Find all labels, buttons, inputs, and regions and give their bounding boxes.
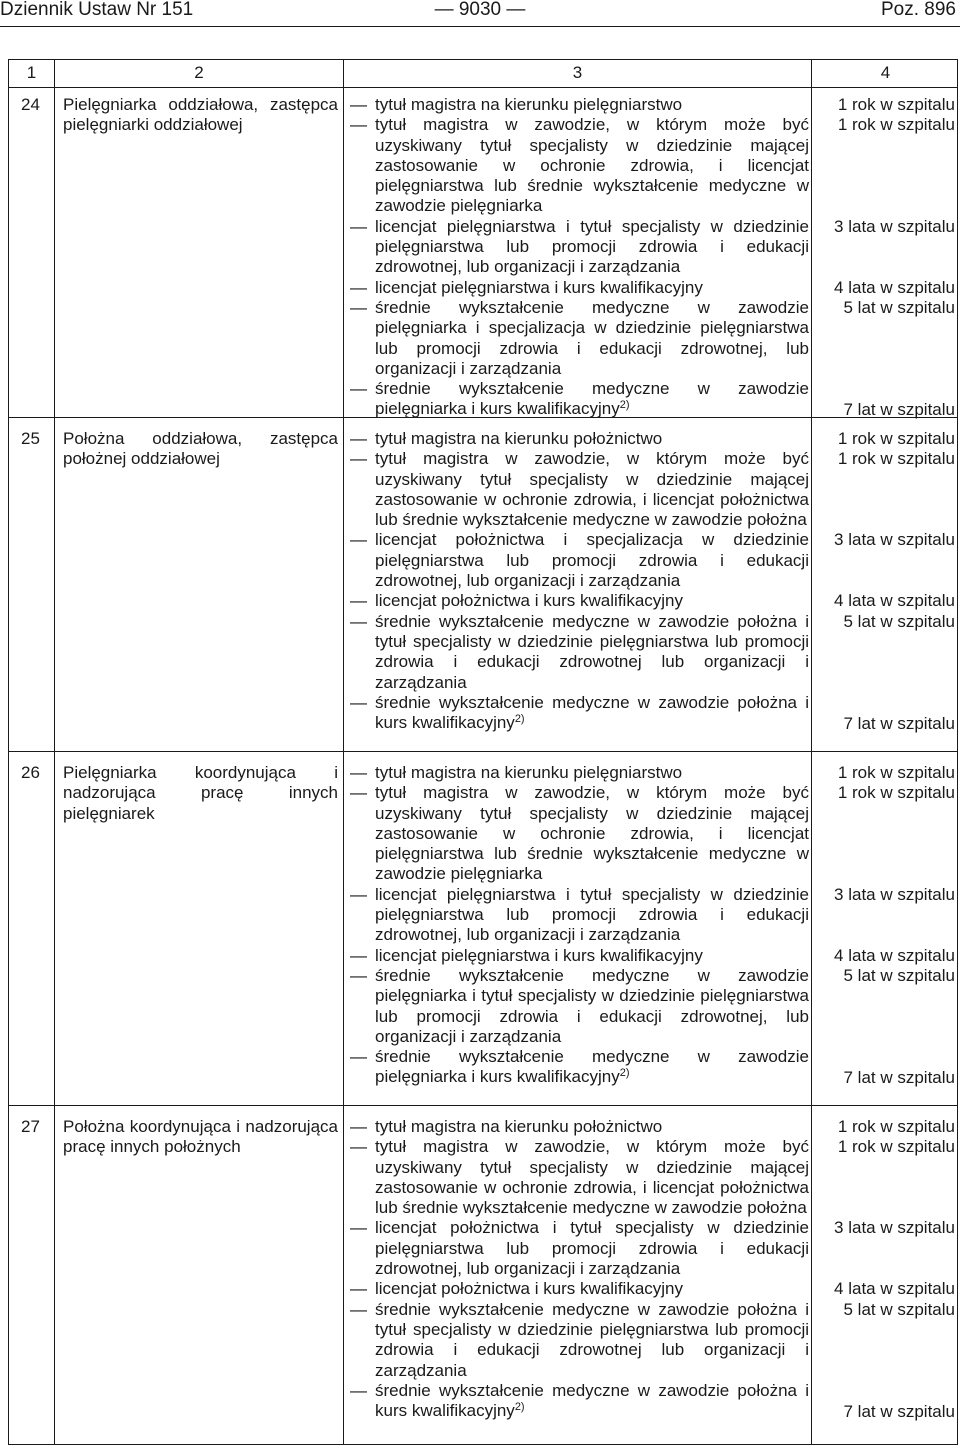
- experience-requirement: 7 lat w szpitalu: [843, 713, 955, 733]
- requirement-item: [348, 1218, 809, 1279]
- experience-requirement: 1 rok w szpitalu: [837, 95, 955, 114]
- requirement-item: [348, 379, 809, 420]
- experience-requirement: 4 lata w szpitalu: [834, 1279, 955, 1298]
- requirement-text: tytuł magistra w zawodzie, w którym może być uzyskiwany tytuł specjalisty w dziedzinie mającej zastosowanie w ochronie zdrowia, i licencjat położnictwa lub średnie wykształcenie medyczne w zawodzie położna: [375, 449, 809, 530]
- requirement-item: [348, 429, 809, 449]
- requirement-item: [348, 1137, 809, 1218]
- dash-bullet-icon: [350, 429, 367, 449]
- requirement-item: [348, 885, 809, 946]
- requirement-item: [348, 783, 809, 884]
- requirement-item: [348, 298, 809, 379]
- requirement-item: [348, 278, 809, 298]
- experience-requirement: 7 lat w szpitalu: [843, 399, 955, 419]
- experience-requirement: 5 lat w szpitalu: [843, 612, 955, 631]
- dash-bullet-icon: [350, 693, 367, 713]
- dash-bullet-icon: [350, 379, 367, 399]
- position-title: Położna koordynująca i nadzorująca pracę innych położnych: [63, 1117, 338, 1157]
- requirements-list: [348, 1117, 809, 1421]
- experience-requirement: 3 lata w szpitalu: [834, 530, 955, 549]
- experience-requirement: 1 rok w szpitalu: [837, 763, 955, 782]
- requirement-text: licencjat położnictwa i tytuł specjalisty w dziedzinie pielęgniarstwa lub promocji zdrowia i edukacji zdrowotnej, lub organizacji i zarządzania: [375, 1218, 809, 1279]
- requirement-text: średnie wykształcenie medyczne w zawodzie położna i tytuł specjalisty w dziedzinie pielęgniarstwa lub promocji zdrowia i edukacji zdrowotnej lub organizacji i zarządzania: [375, 611, 809, 692]
- column-divider: [343, 60, 344, 1444]
- position-title: Położna oddziałowa, zastępca położnej oddziałowej: [63, 429, 338, 469]
- dash-bullet-icon: [350, 278, 367, 298]
- requirement-item: [348, 966, 809, 1047]
- column-header-position: 2: [194, 63, 204, 82]
- dash-bullet-icon: [350, 1300, 367, 1320]
- requirement-item: [348, 217, 809, 278]
- row-number: 26: [21, 763, 40, 782]
- row-number: 25: [21, 429, 40, 448]
- experience-requirement: 3 lata w szpitalu: [834, 885, 955, 904]
- journal-title: Dziennik Ustaw Nr 151: [0, 0, 194, 20]
- requirements-list: [348, 95, 809, 420]
- dash-bullet-icon: [350, 1047, 367, 1067]
- requirement-item: [348, 1381, 809, 1422]
- dash-bullet-icon: [350, 1218, 367, 1238]
- dash-bullet-icon: [350, 966, 367, 986]
- experience-requirement: 3 lata w szpitalu: [834, 217, 955, 236]
- dash-bullet-icon: [350, 1279, 367, 1299]
- dash-bullet-icon: [350, 449, 367, 469]
- column-header-requirements: 3: [572, 63, 583, 82]
- dash-bullet-icon: [350, 95, 367, 115]
- experience-requirement: 3 lata w szpitalu: [834, 1218, 955, 1237]
- experience-requirement: 1 rok w szpitalu: [837, 429, 955, 448]
- experience-requirement: 5 lat w szpitalu: [843, 298, 955, 317]
- experience-requirement: 5 lat w szpitalu: [843, 966, 955, 985]
- column-divider: [54, 60, 55, 1444]
- dash-bullet-icon: [350, 1381, 367, 1401]
- requirement-text: tytuł magistra na kierunku położnictwo: [375, 1117, 663, 1136]
- requirement-text: średnie wykształcenie medyczne w zawodzie pielęgniarka i kurs kwalifikacyjny: [375, 1047, 809, 1087]
- experience-requirement: 7 lat w szpitalu: [843, 1401, 955, 1421]
- requirement-text: tytuł magistra na kierunku pielęgniarstwo: [375, 95, 683, 114]
- requirement-item: [348, 449, 809, 530]
- requirement-text: licencjat położnictwa i specjalizacja w dziedzinie pielęgniarstwa lub promocji zdrowia i edukacji zdrowotnej, lub organizacji i zarządzania: [375, 530, 809, 591]
- requirement-text: średnie wykształcenie medyczne w zawodzie położna i kurs kwalifikacyjny: [375, 1380, 809, 1421]
- dash-bullet-icon: [350, 1117, 367, 1137]
- row-number: 24: [21, 95, 40, 114]
- requirement-text: licencjat pielęgniarstwa i tytuł specjalisty w dziedzinie pielęgniarstwa lub promocji zdrowia i edukacji zdrowotnej, lub organizacji i zarządzania: [375, 216, 809, 277]
- dash-bullet-icon: [350, 217, 367, 237]
- requirement-item: [348, 1047, 809, 1088]
- dash-bullet-icon: [350, 612, 367, 632]
- requirement-item: [348, 115, 809, 216]
- dash-bullet-icon: [350, 946, 367, 966]
- footnote-marker: 2): [514, 713, 525, 726]
- requirement-item: [348, 591, 809, 611]
- experience-requirement: 1 rok w szpitalu: [837, 1137, 955, 1156]
- experience-requirement: 1 rok w szpitalu: [837, 783, 955, 802]
- requirement-text: tytuł magistra w zawodzie, w którym może być uzyskiwany tytuł specjalisty w dziedzinie mającej zastosowanie w ochronie zdrowia, i licencjat pielęgniarstwa lub średnie wykształcenie medyczne w zawodzie pielęgniarka: [375, 783, 809, 884]
- dash-bullet-icon: [350, 885, 367, 905]
- dash-bullet-icon: [350, 763, 367, 783]
- position-title: Pielęgniarka oddziałowa, zastępca pielęgniarki oddziałowej: [63, 95, 338, 135]
- experience-requirement: 1 rok w szpitalu: [837, 1117, 955, 1136]
- requirement-text: licencjat pielęgniarstwa i kurs kwalifikacyjny: [375, 945, 703, 965]
- requirement-text: tytuł magistra na kierunku pielęgniarstwo: [375, 763, 683, 782]
- experience-requirement: 4 lata w szpitalu: [834, 946, 955, 965]
- dash-bullet-icon: [350, 298, 367, 318]
- column-divider: [811, 60, 812, 1444]
- requirement-item: [348, 763, 809, 783]
- page-header: [0, 0, 960, 28]
- qualifications-table: [8, 59, 958, 1445]
- row-number: 27: [21, 1117, 40, 1136]
- requirement-text: licencjat położnictwa i kurs kwalifikacyjny: [375, 1279, 684, 1299]
- page-number: — 9030 —: [434, 0, 526, 20]
- position-title: Pielęgniarka koordynująca i nadzorująca pracę innych pielęgniarek: [63, 763, 338, 823]
- experience-requirement: 5 lat w szpitalu: [843, 1300, 955, 1319]
- header-row-divider: [9, 87, 957, 88]
- requirement-text: średnie wykształcenie medyczne w zawodzie położna i kurs kwalifikacyjny: [375, 692, 809, 733]
- position-number: Poz. 896: [881, 0, 956, 20]
- dash-bullet-icon: [350, 591, 367, 611]
- requirement-item: [348, 612, 809, 693]
- header-rule: [0, 26, 960, 27]
- dash-bullet-icon: [350, 115, 367, 135]
- column-header-number: 1: [26, 63, 37, 82]
- dash-bullet-icon: [350, 530, 367, 550]
- experience-requirement: 1 rok w szpitalu: [837, 449, 955, 468]
- requirement-item: [348, 1279, 809, 1299]
- requirement-text: średnie wykształcenie medyczne w zawodzie pielęgniarka i tytuł specjalisty w dziedzinie pielęgniarstwa lub promocji zdrowia i edukacji zdrowotnej, lub organizacji i zarządzania: [375, 965, 809, 1046]
- requirement-item: [348, 530, 809, 591]
- dash-bullet-icon: [350, 783, 367, 803]
- requirement-text: średnie wykształcenie medyczne w zawodzie położna i tytuł specjalisty w dziedzinie pielęgniarstwa lub promocji zdrowia i edukacji zdrowotnej lub organizacji i zarządzania: [375, 1299, 809, 1380]
- requirement-text: licencjat pielęgniarstwa i kurs kwalifikacyjny: [375, 277, 703, 297]
- dash-bullet-icon: [350, 1137, 367, 1157]
- requirement-item: [348, 693, 809, 734]
- requirement-item: [348, 946, 809, 966]
- experience-requirement: 4 lata w szpitalu: [834, 591, 955, 610]
- footnote-marker: 2): [619, 399, 630, 412]
- footnote-marker: 2): [514, 1401, 525, 1414]
- requirement-text: licencjat pielęgniarstwa i tytuł specjalisty w dziedzinie pielęgniarstwa lub promocji zdrowia i edukacji zdrowotnej, lub organizacji i zarządzania: [375, 884, 809, 945]
- requirement-text: licencjat położnictwa i kurs kwalifikacyjny: [375, 591, 684, 611]
- requirement-text: średnie wykształcenie medyczne w zawodzie pielęgniarka i specjalizacja w dziedzinie pielęgniarstwa lub promocji zdrowia i edukacji zdrowotnej, lub organizacji i zarządzania: [375, 297, 809, 378]
- column-header-experience: 4: [880, 63, 891, 82]
- requirement-text: tytuł magistra na kierunku położnictwo: [375, 429, 663, 448]
- row-divider: [9, 751, 957, 752]
- row-divider: [9, 1105, 957, 1106]
- footnote-marker: 2): [619, 1067, 630, 1080]
- requirement-text: tytuł magistra w zawodzie, w którym może być uzyskiwany tytuł specjalisty w dziedzinie mającej zastosowanie w ochronie zdrowia, i licencjat pielęgniarstwa lub średnie wykształcenie medyczne w zawodzie pielęgniarka: [375, 115, 809, 216]
- requirements-list: [348, 429, 809, 733]
- experience-requirement: 4 lata w szpitalu: [834, 278, 955, 297]
- requirement-item: [348, 1117, 809, 1137]
- requirements-list: [348, 763, 809, 1088]
- requirement-text: tytuł magistra w zawodzie, w którym może być uzyskiwany tytuł specjalisty w dziedzinie mającej zastosowanie w ochronie zdrowia, i licencjat położnictwa lub średnie wykształcenie medyczne w zawodzie położna: [375, 1137, 809, 1218]
- experience-requirement: 1 rok w szpitalu: [837, 115, 955, 134]
- experience-requirement: 7 lat w szpitalu: [843, 1067, 955, 1087]
- requirement-text: średnie wykształcenie medyczne w zawodzie pielęgniarka i kurs kwalifikacyjny: [375, 379, 809, 419]
- requirement-item: [348, 1300, 809, 1381]
- requirement-item: [348, 95, 809, 115]
